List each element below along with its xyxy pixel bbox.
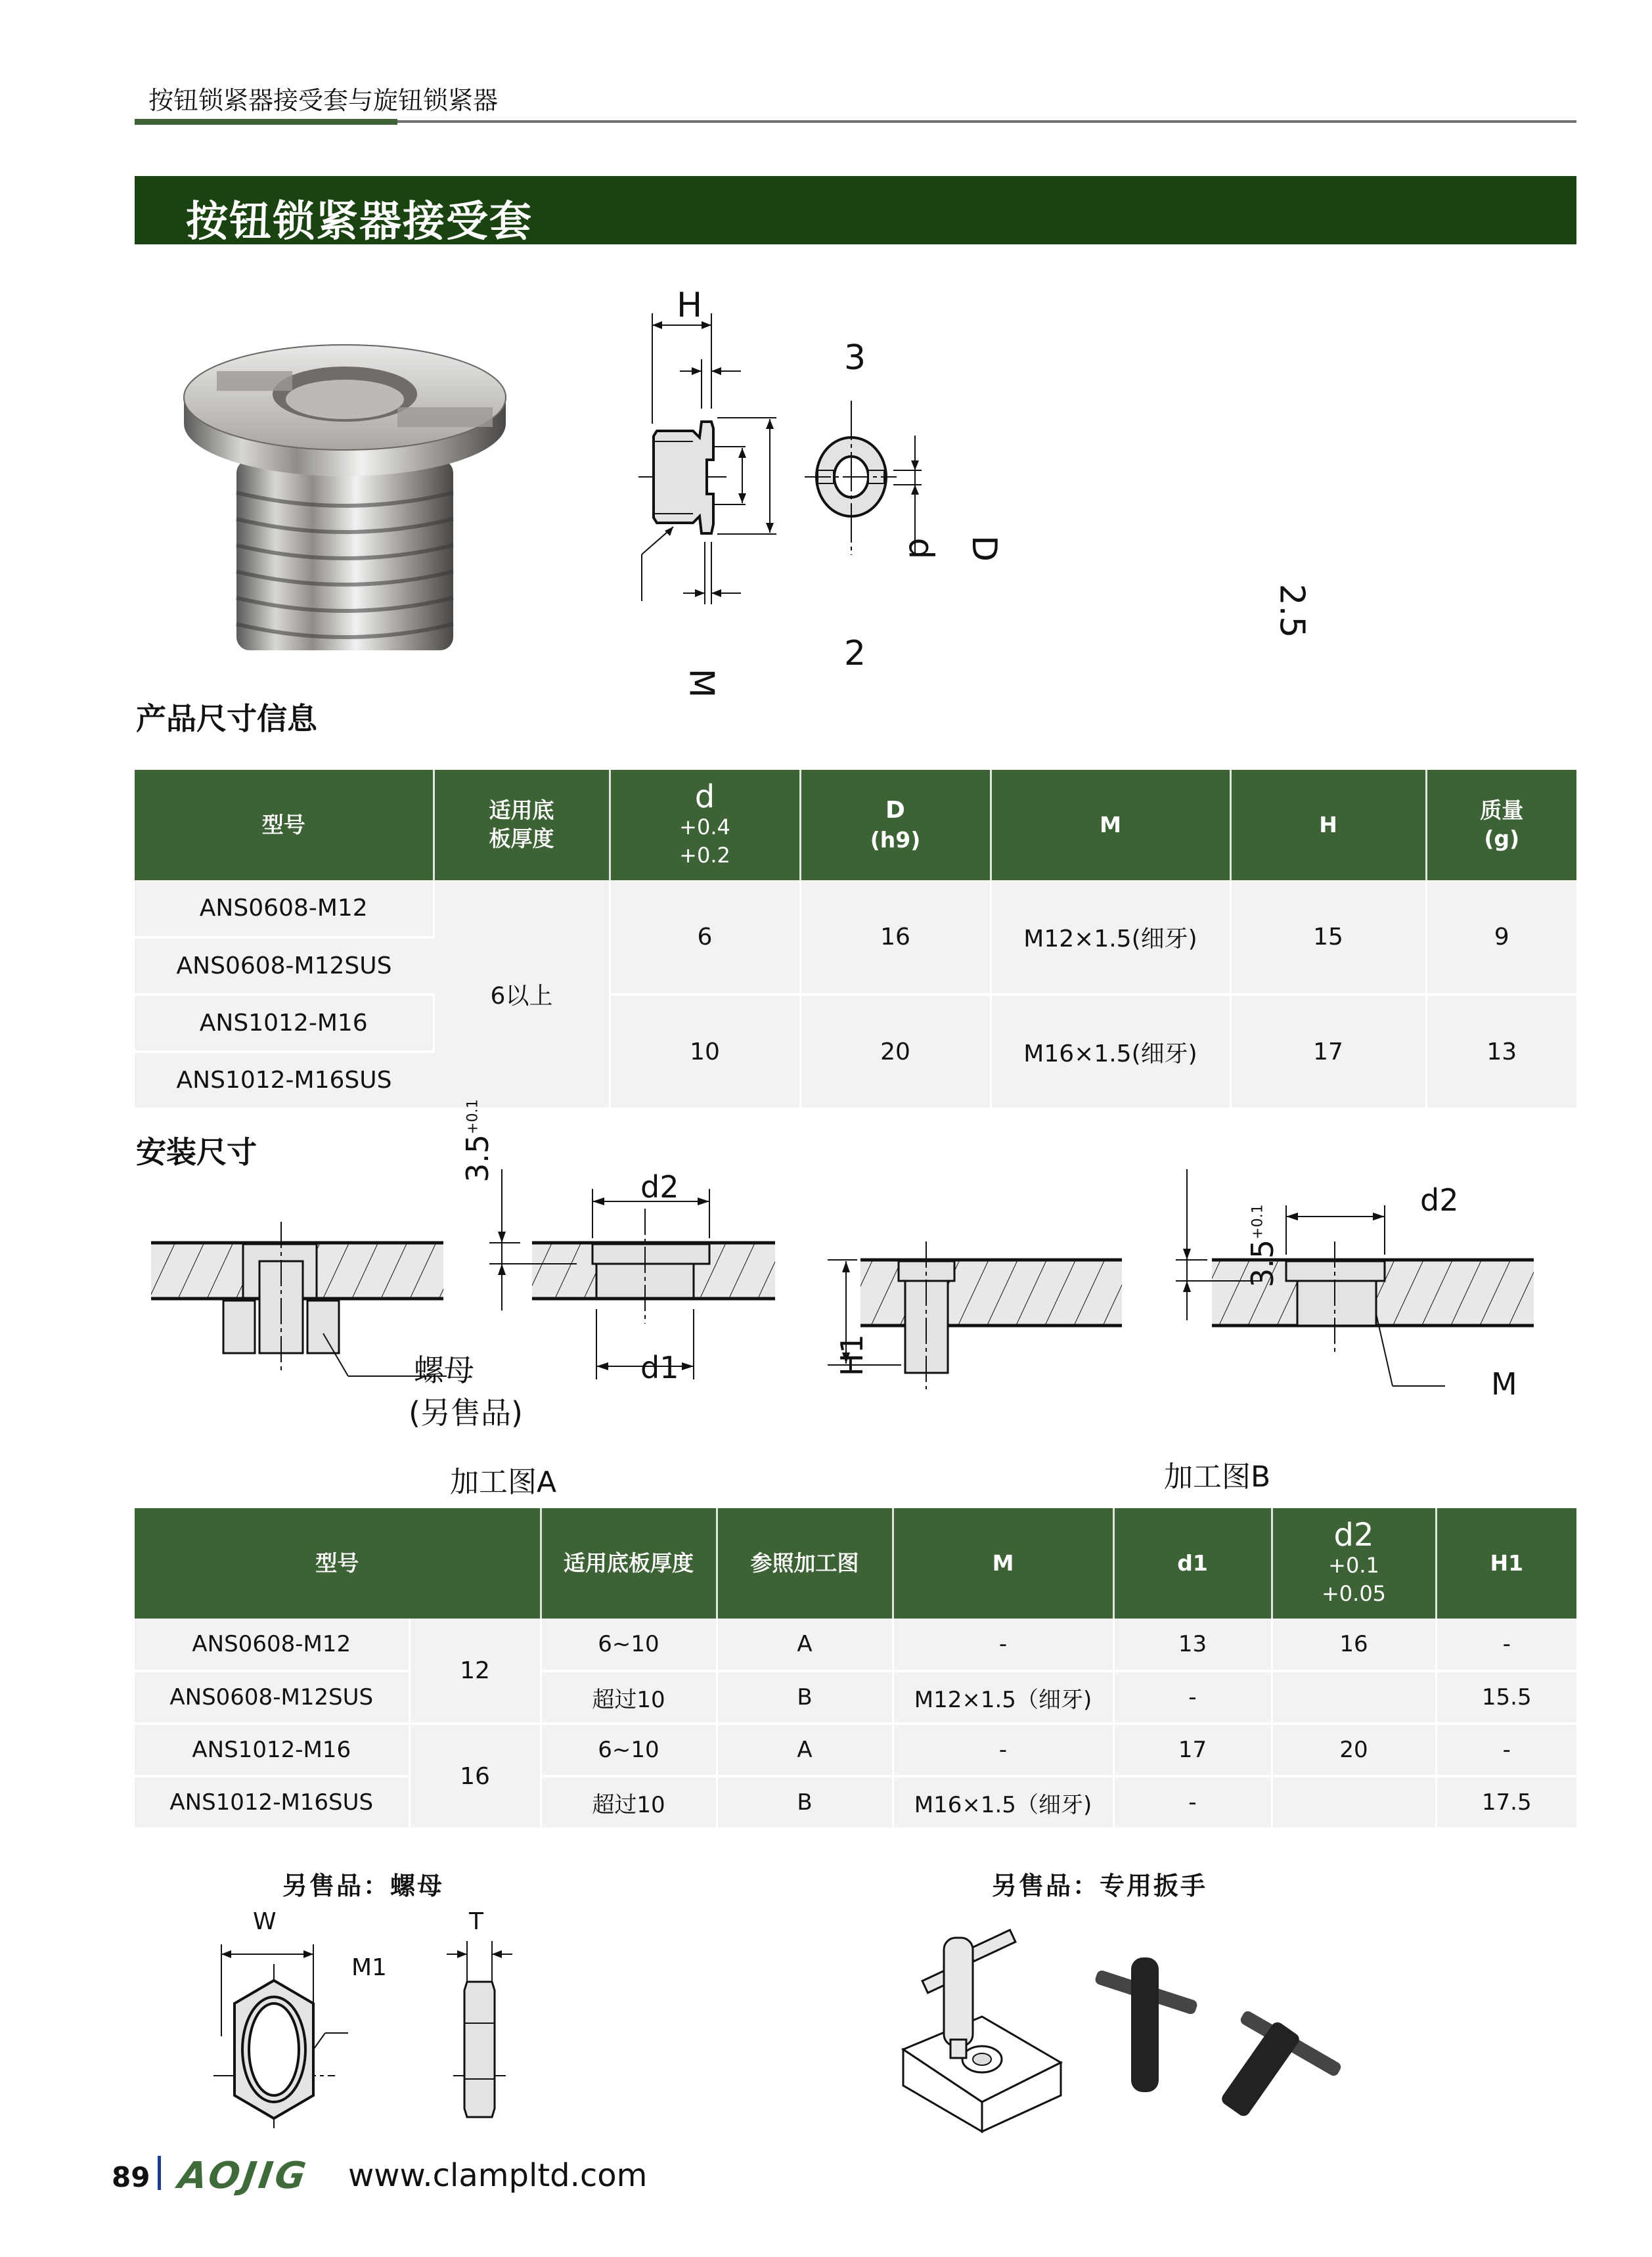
thread-body	[236, 460, 453, 650]
installation-heading: 安装尺寸	[136, 1134, 257, 1170]
cell-d2-empty	[1272, 1671, 1436, 1724]
header-accent-rule	[135, 119, 397, 125]
cell-model: ANS0608-M12SUS	[135, 937, 434, 994]
nut-drawing	[145, 1905, 604, 2128]
col-header-mass: 质量 (g)	[1426, 770, 1576, 880]
installation-drawing-a	[151, 1169, 874, 1485]
col-header-plate-thickness: 适用底 板厚度	[434, 770, 610, 880]
table-row	[135, 994, 1576, 1052]
cell-mass: 13	[1426, 994, 1576, 1109]
dim-label-M: M	[681, 668, 721, 698]
cell-drawing: B	[717, 1776, 893, 1829]
installation-table	[135, 1508, 1576, 1830]
section-banner	[135, 176, 1576, 244]
cell-model: ANS0608-M12SUS	[135, 1671, 409, 1724]
table-row	[135, 1776, 1576, 1829]
H1-label: H1	[834, 1334, 870, 1376]
cell-drawing: A	[717, 1619, 893, 1671]
col-header-model: 型号	[135, 770, 434, 880]
col-header-model: 型号	[135, 1508, 541, 1619]
cell-model: ANS0608-M12	[135, 1619, 409, 1671]
dim-label-3: 3	[844, 338, 866, 378]
col-header-M: M	[991, 770, 1230, 880]
depth-label-a: $3.5^{+0.1}$	[460, 1099, 495, 1182]
cell-thickness: 超过10	[541, 1671, 717, 1724]
cell-mass: 9	[1426, 880, 1576, 994]
col-header-M: M	[893, 1508, 1113, 1619]
header-rule	[397, 120, 1576, 123]
d2-label-b: d2	[1420, 1182, 1459, 1218]
cell-d1: -	[1113, 1671, 1272, 1724]
d1-label: d1	[640, 1350, 679, 1385]
product-photo	[177, 309, 519, 663]
cell-size-group: 16	[409, 1724, 541, 1829]
cell-D: 16	[800, 880, 991, 994]
cell-H1: 17.5	[1436, 1776, 1576, 1829]
cell-model: ANS0608-M12	[135, 880, 434, 937]
table-row	[135, 1619, 1576, 1671]
dim-label-D: D	[964, 535, 1004, 562]
cell-model: ANS1012-M16	[135, 994, 434, 1052]
M-label: M	[1491, 1366, 1517, 1402]
cell-d2: 16	[1272, 1619, 1436, 1671]
section-title: 按钮锁紧器接受套	[186, 198, 533, 246]
col-header-d1: d1	[1113, 1508, 1272, 1619]
dim-label-2: 2	[844, 634, 866, 673]
col-header-plate-thickness: 适用底板厚度	[541, 1508, 717, 1619]
cell-M: M16×1.5(细牙)	[991, 994, 1230, 1109]
cell-H: 17	[1230, 994, 1426, 1109]
cell-M: M16×1.5（细牙)	[893, 1776, 1113, 1829]
cell-H: 15	[1230, 880, 1426, 994]
depth-label-b: $3.5^{+0.1}$	[1245, 1204, 1280, 1287]
cell-thickness: 6~10	[541, 1619, 717, 1671]
table-row	[135, 880, 1576, 937]
cell-d: 6	[610, 880, 800, 994]
col-header-ref-drawing: 参照加工图	[717, 1508, 893, 1619]
wrench-illustration	[880, 1905, 1419, 2141]
dim-label-slot: 2.5	[1272, 583, 1312, 638]
cell-plate-thickness: 6以上	[434, 880, 610, 1109]
cell-d1: -	[1113, 1776, 1272, 1829]
d2-label-a: d2	[640, 1169, 679, 1205]
cell-D: 20	[800, 994, 991, 1109]
footer-divider	[158, 2156, 161, 2190]
cell-H1: -	[1436, 1724, 1576, 1776]
cell-d2: 20	[1272, 1724, 1436, 1776]
cell-model: ANS1012-M16	[135, 1724, 409, 1776]
cell-drawing: A	[717, 1724, 893, 1776]
cell-M: M12×1.5(细牙)	[991, 880, 1230, 994]
cell-model: ANS1012-M16SUS	[135, 1776, 409, 1829]
dimension-drawing	[624, 276, 1347, 709]
col-header-H1: H1	[1436, 1508, 1576, 1619]
nut-callout-sub: (另售品)	[409, 1395, 523, 1431]
col-header-H: H	[1230, 770, 1426, 880]
col-header-D: D (h9)	[800, 770, 991, 880]
dim-label-H: H	[677, 286, 703, 325]
caption-drawing-b: 加工图B	[1164, 1460, 1271, 1494]
nut-label-W: W	[253, 1908, 277, 1935]
cell-drawing: B	[717, 1671, 893, 1724]
cell-M: -	[893, 1619, 1113, 1671]
wrench-accessory-title: 另售品：专用扳手	[992, 1871, 1208, 1900]
website-link[interactable]: www.clampltd.com	[348, 2157, 648, 2194]
cell-thickness: 6~10	[541, 1724, 717, 1776]
caption-drawing-a: 加工图A	[450, 1465, 557, 1499]
col-header-d2: d2 +0.1 +0.05	[1272, 1508, 1436, 1619]
cell-size-group: 12	[409, 1619, 541, 1724]
cell-d: 10	[610, 994, 800, 1109]
brand-logo: AOJIG	[175, 2155, 311, 2197]
nut-callout: 螺母	[414, 1352, 474, 1388]
nut-accessory-title: 另售品：螺母	[282, 1871, 445, 1900]
table-row	[135, 1671, 1576, 1724]
cell-M: -	[893, 1724, 1113, 1776]
cell-H1: 15.5	[1436, 1671, 1576, 1724]
cell-d1: 17	[1113, 1724, 1272, 1776]
nut-label-M1: M1	[351, 1954, 387, 1981]
cell-d1: 13	[1113, 1619, 1272, 1671]
installation-drawing-b	[828, 1169, 1576, 1471]
col-header-d: d +0.4 +0.2	[610, 770, 800, 880]
table-header-row	[135, 770, 1576, 880]
cell-model: ANS1012-M16SUS	[135, 1052, 434, 1109]
table-header-row	[135, 1508, 1576, 1619]
dim-label-d: d	[901, 537, 941, 560]
product-info-table	[135, 770, 1576, 1110]
running-title: 按钮锁紧器接受套与旋钮锁紧器	[148, 86, 499, 115]
cell-thickness: 超过10	[541, 1776, 717, 1829]
product-info-heading: 产品尺寸信息	[136, 701, 317, 736]
cell-M: M12×1.5（细牙)	[893, 1671, 1113, 1724]
table-row	[135, 1724, 1576, 1776]
cell-d2-empty	[1272, 1776, 1436, 1829]
nut-label-T: T	[469, 1908, 483, 1935]
page-number: 89	[112, 2161, 150, 2193]
cell-H1: -	[1436, 1619, 1576, 1671]
